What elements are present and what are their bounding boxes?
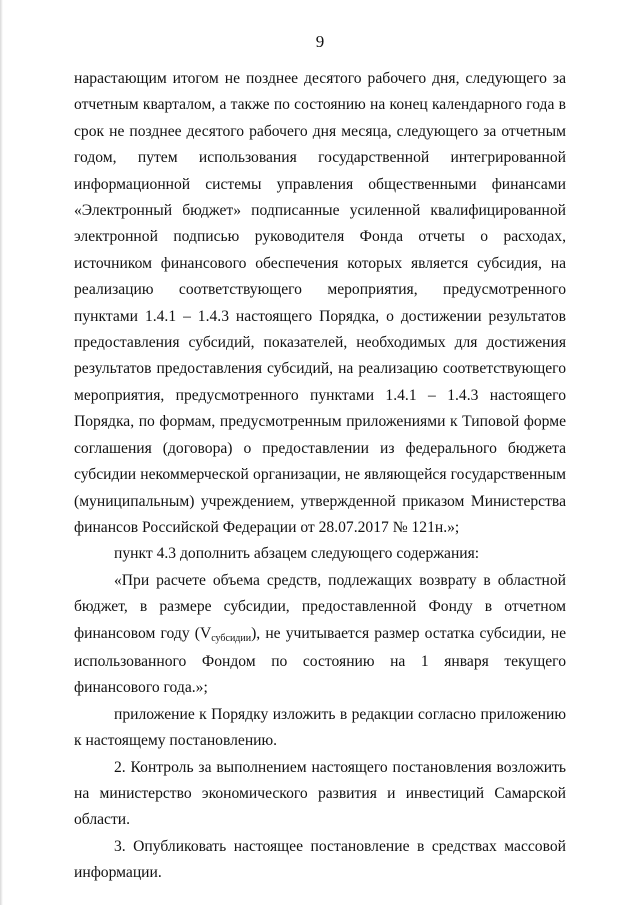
paragraph-reporting-requirements: нарастающим итогом не позднее десятого рабочего дня, следующего за отчетным кварталом, а также по состоянию на конец календарного года в срок не позднее десятого рабочего дня месяца, следующего за отчетным годом, путем использования государственной интегрированной информационной системы управления общественными финансами «Электронный бюджет» подписанные усиленной квалифицированной электронной подписью руководителя Фонда отчеты о расходах, источником финансового обеспечения которых является субсидия, на реализацию соответствующего мероприятия, предусмотренного пунктами 1.4.1 – 1.4.3 настоящего Порядка, о достижении результатов предоставления субсидий, показателей, необходимых для достижения результатов предоставления субсидий, на реализацию соответствующего мероприятия, предусмотренного пунктами 1.4.1 – 1.4.3 настоящего Порядка, по формам, предусмотренным приложениями к Типовой форме соглашения (договора) о предоставлении из федерального бюджета субсидии некоммерческой организации, не являющейся государственным (муниципальным) учреждением, утвержденной приказом Министерства финансов Российской Федерации от 28.07.2017 № 121н.»;	[74, 70, 566, 536]
paragraph-subsidy-return-calculation	[74, 568, 566, 702]
subsidy-subscript: субсидии	[211, 632, 252, 644]
subsidy-text-before: «При расчете объема средств, подлежащих возврату в областной бюджет, в размере субсидии, предоставленной Фонду в отчетном финансовом году (V	[74, 571, 566, 642]
document-body	[74, 66, 566, 887]
paragraph-control-clause: 2. Контроль за выполнением настоящего постановления возложить на министерство экономического развития и инвестиций Самарской области.	[74, 758, 566, 829]
page-edge-shadow	[0, 0, 3, 905]
paragraph-appendix-edit: приложение к Порядку изложить в редакции согласно приложению к настоящему постановлению.	[74, 705, 566, 750]
paragraph-amend-4-3: пункт 4.3 дополнить абзацем следующего содержания:	[114, 545, 480, 563]
paragraph-publication-clause: 3. Опубликовать настоящее постановление в средствах массовой информации.	[74, 837, 566, 882]
subsidy-text-after: ), не учитывается размер остатка субсидии, не использованного Фондом по состоянию на 1 января текущего финансового года.»;	[74, 624, 566, 697]
page-number: 9	[315, 32, 325, 51]
